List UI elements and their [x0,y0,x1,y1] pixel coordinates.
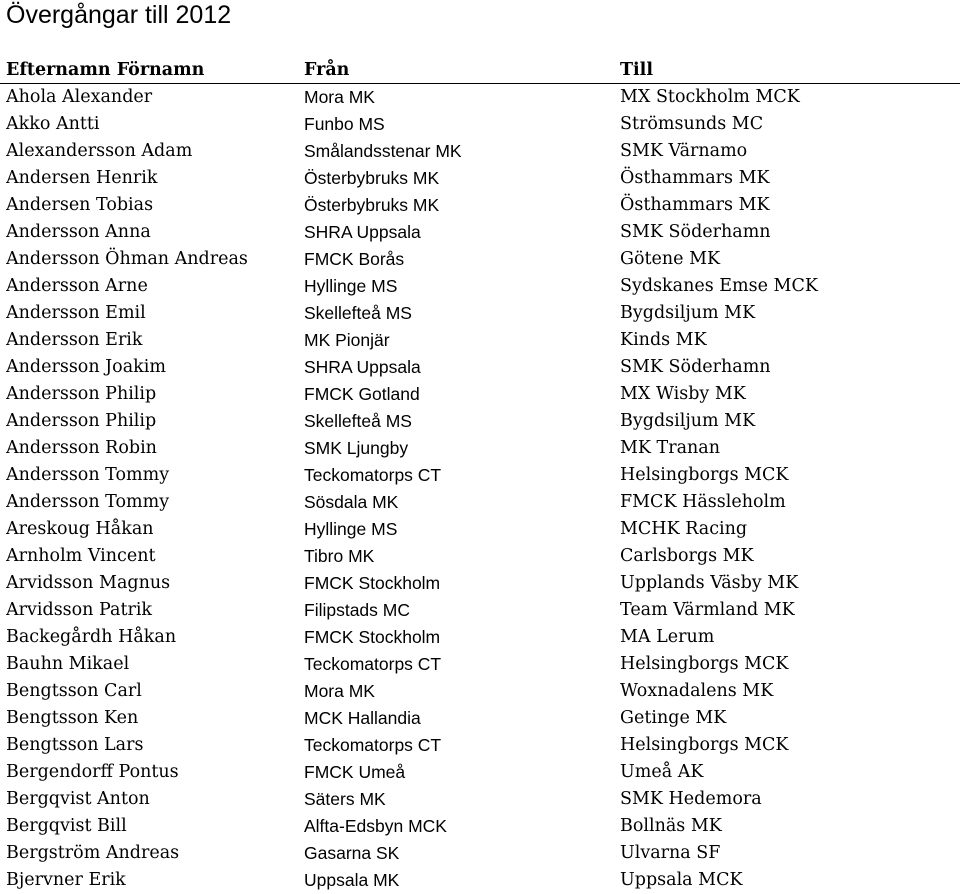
table-row [0,219,960,246]
cell-from: Teckomatorps CT [304,465,442,485]
cell-from: FMCK Stockholm [304,573,441,593]
cell-to: Bygdsiljum MK [620,303,756,323]
cell-to: Woxnadalens MK [620,681,774,701]
table-row [0,597,960,624]
cell-from: Hyllinge MS [304,519,398,539]
cell-name: Andersson Joakim [6,357,166,377]
table-row [0,543,960,570]
cell-to: Helsingborgs MCK [620,735,789,755]
table-row [0,84,960,111]
cell-from: Sösdala MK [304,492,399,512]
cell-from: MK Pionjär [304,330,390,350]
cell-to: FMCK Hässleholm [620,492,786,512]
cell-from: Filipstads MC [304,600,410,620]
cell-name: Andersson Philip [6,384,157,404]
cell-to: Team Värmland MK [620,600,795,620]
cell-to: Bygdsiljum MK [620,411,756,431]
cell-name: Andersen Henrik [6,168,158,188]
cell-name: Andersson Arne [6,276,148,296]
cell-name: Arvidsson Magnus [6,573,171,593]
cell-name: Andersson Anna [6,222,151,242]
cell-name: Andersson Robin [6,438,157,458]
cell-from: Österbybruks MK [304,168,440,188]
table-row [0,381,960,408]
cell-from: FMCK Umeå [304,762,406,782]
cell-name: Bjervner Erik [6,870,126,890]
cell-from: SMK Ljungby [304,438,409,458]
cell-to: Getinge MK [620,708,727,728]
table-row [0,462,960,489]
cell-name: Bergendorff Pontus [6,762,179,782]
table-row [0,435,960,462]
cell-name: Backegårdh Håkan [6,627,177,647]
cell-from: Skellefteå MS [304,303,412,323]
cell-to: Uppsala MCK [620,870,743,890]
table-row [0,354,960,381]
cell-from: Funbo MS [304,114,385,134]
cell-from: Teckomatorps CT [304,735,442,755]
table-row [0,570,960,597]
page-title: Övergångar till 2012 [6,1,232,29]
table-row [0,678,960,705]
cell-name: Bengtsson Ken [6,708,139,728]
cell-name: Andersson Öhman Andreas [6,249,248,269]
cell-name: Andersson Erik [6,330,143,350]
cell-from: Österbybruks MK [304,195,440,215]
cell-name: Alexandersson Adam [6,141,193,161]
table-row [0,489,960,516]
column-header-name: Efternamn Förnamn [6,60,205,80]
cell-to: Helsingborgs MCK [620,465,789,485]
cell-from: Säters MK [304,789,386,809]
cell-to: MCHK Racing [620,519,748,539]
column-header-to: Till [620,60,653,80]
cell-name: Bengtsson Carl [6,681,142,701]
cell-to: SMK Hedemora [620,789,762,809]
cell-to: Helsingborgs MCK [620,654,789,674]
cell-to: SMK Söderhamn [620,222,771,242]
cell-name: Bergqvist Bill [6,816,127,836]
table-row [0,624,960,651]
table-row [0,867,960,894]
table-row [0,786,960,813]
cell-from: Gasarna SK [304,843,400,863]
cell-to: Östhammars MK [620,168,770,188]
cell-from: SHRA Uppsala [304,357,421,377]
table-row [0,651,960,678]
cell-to: Kinds MK [620,330,707,350]
table-row [0,273,960,300]
column-header-from: Från [304,60,350,80]
table-row [0,138,960,165]
cell-name: Bengtsson Lars [6,735,144,755]
table-header-row [0,57,960,84]
cell-name: Andersson Emil [6,303,146,323]
cell-from: Hyllinge MS [304,276,398,296]
cell-to: MX Stockholm MCK [620,87,800,107]
table-row [0,300,960,327]
cell-from: Mora MK [304,681,375,701]
cell-from: MCK Hallandia [304,708,421,728]
cell-name: Akko Antti [6,114,100,134]
cell-from: Skellefteå MS [304,411,412,431]
cell-from: FMCK Gotland [304,384,420,404]
table-body [0,84,960,894]
table-row [0,705,960,732]
table-row [0,327,960,354]
cell-from: Teckomatorps CT [304,654,442,674]
table-row [0,840,960,867]
cell-name: Bergqvist Anton [6,789,150,809]
cell-to: Sydskanes Emse MCK [620,276,818,296]
table-row [0,246,960,273]
cell-name: Andersson Tommy [6,492,170,512]
cell-to: SMK Söderhamn [620,357,771,377]
cell-from: Tibro MK [304,546,375,566]
table-row [0,813,960,840]
cell-name: Andersen Tobias [6,195,154,215]
cell-from: Smålandsstenar MK [304,141,462,161]
cell-name: Andersson Tommy [6,465,170,485]
table-row [0,408,960,435]
cell-to: Östhammars MK [620,195,770,215]
cell-name: Ahola Alexander [6,87,153,107]
cell-from: Alfta-Edsbyn MCK [304,816,447,836]
cell-to: Götene MK [620,249,721,269]
cell-name: Andersson Philip [6,411,157,431]
table-row [0,759,960,786]
cell-to: Upplands Väsby MK [620,573,799,593]
cell-to: Carlsborgs MK [620,546,754,566]
cell-to: MX Wisby MK [620,384,746,404]
transfers-table [0,57,960,894]
cell-from: FMCK Borås [304,249,405,269]
cell-from: Uppsala MK [304,870,400,890]
cell-to: Umeå AK [620,762,704,782]
cell-name: Bergström Andreas [6,843,180,863]
cell-to: MA Lerum [620,627,715,647]
table-row [0,111,960,138]
cell-from: FMCK Stockholm [304,627,441,647]
cell-name: Bauhn Mikael [6,654,130,674]
table-row [0,732,960,759]
cell-from: SHRA Uppsala [304,222,421,242]
cell-to: MK Tranan [620,438,721,458]
cell-to: Ulvarna SF [620,843,721,863]
table-row [0,516,960,543]
cell-from: Mora MK [304,87,375,107]
table-row [0,165,960,192]
cell-name: Arnholm Vincent [6,546,156,566]
cell-name: Areskoug Håkan [6,519,154,539]
cell-name: Arvidsson Patrik [6,600,153,620]
table-row [0,192,960,219]
cell-to: Bollnäs MK [620,816,722,836]
cell-to: SMK Värnamo [620,141,748,161]
cell-to: Strömsunds MC [620,114,764,134]
